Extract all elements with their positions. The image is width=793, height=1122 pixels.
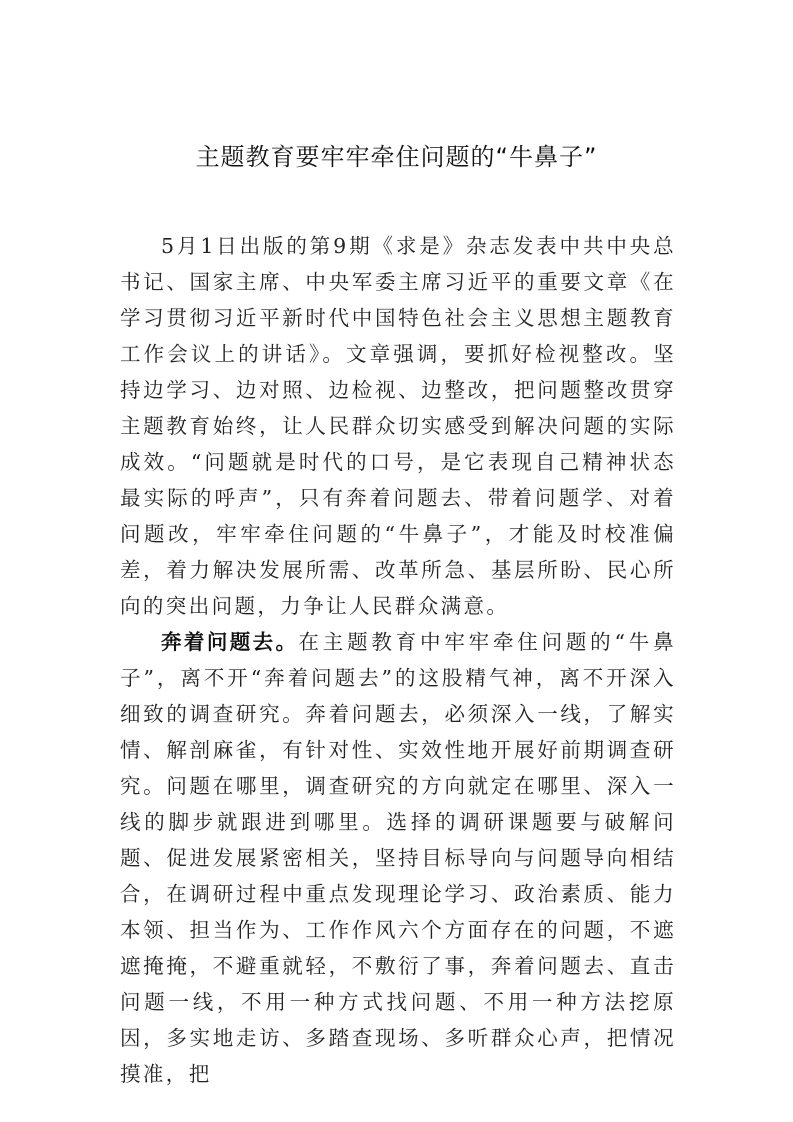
paragraph-text: 5月1日出版的第9期《求是》杂志发表中共中央总书记、国家主席、中央军委主席习近平的重要文章《在学习贯彻习近平新时代中国特色社会主义思想主题教育工作会议上的讲话》。文章强调，要抓好检视整改。坚持边学习、边对照、边检视、边整改，把问题整改贯穿主题教育始终，让人民群众切实感受到解决问题的实际成效。“问题就是时代的口号，是它表现自己精神状态最实际的呼声”，只有奔着问题去、带着问题学、对着问题改，牢牢牵住问题的“牛鼻子”，才能及时校准偏差，着力解决发展所需、改革所急、基层所盼、民心所向的突出问题，力争让人民群众满意。 — [120, 234, 676, 618]
paragraph-section-1 — [120, 624, 676, 1092]
document-body — [120, 228, 676, 1092]
document-title: 主题教育要牢牢牵住问题的“牛鼻子” — [195, 143, 598, 171]
paragraph-text: 在主题教育中牢牢牵住问题的“牛鼻子”，离不开“奔着问题去”的这股精气神，离不开深入细致的调查研究。奔着问题去，必须深入一线，了解实情、解剖麻雀，有针对性、实效性地开展好前期调查研究。问题在哪里，调查研究的方向就定在哪里、深入一线的脚步就跟进到哪里。选择的调研课题要与破解问题、促进发展紧密相关，坚持目标导向与问题导向相结合，在调研过程中重点发现理论学习、政治素质、能力本领、担当作为、工作作风六个方面存在的问题，不遮遮掩掩，不避重就轻，不敷衍了事，奔着问题去、直击问题一线，不用一种方式找问题、不用一种方法挖原因，多实地走访、多踏查现场、多听群众心声，把情况摸准，把 — [120, 630, 676, 1086]
paragraph-intro — [120, 228, 676, 624]
paragraph-lead: 奔着问题去。 — [161, 630, 299, 654]
